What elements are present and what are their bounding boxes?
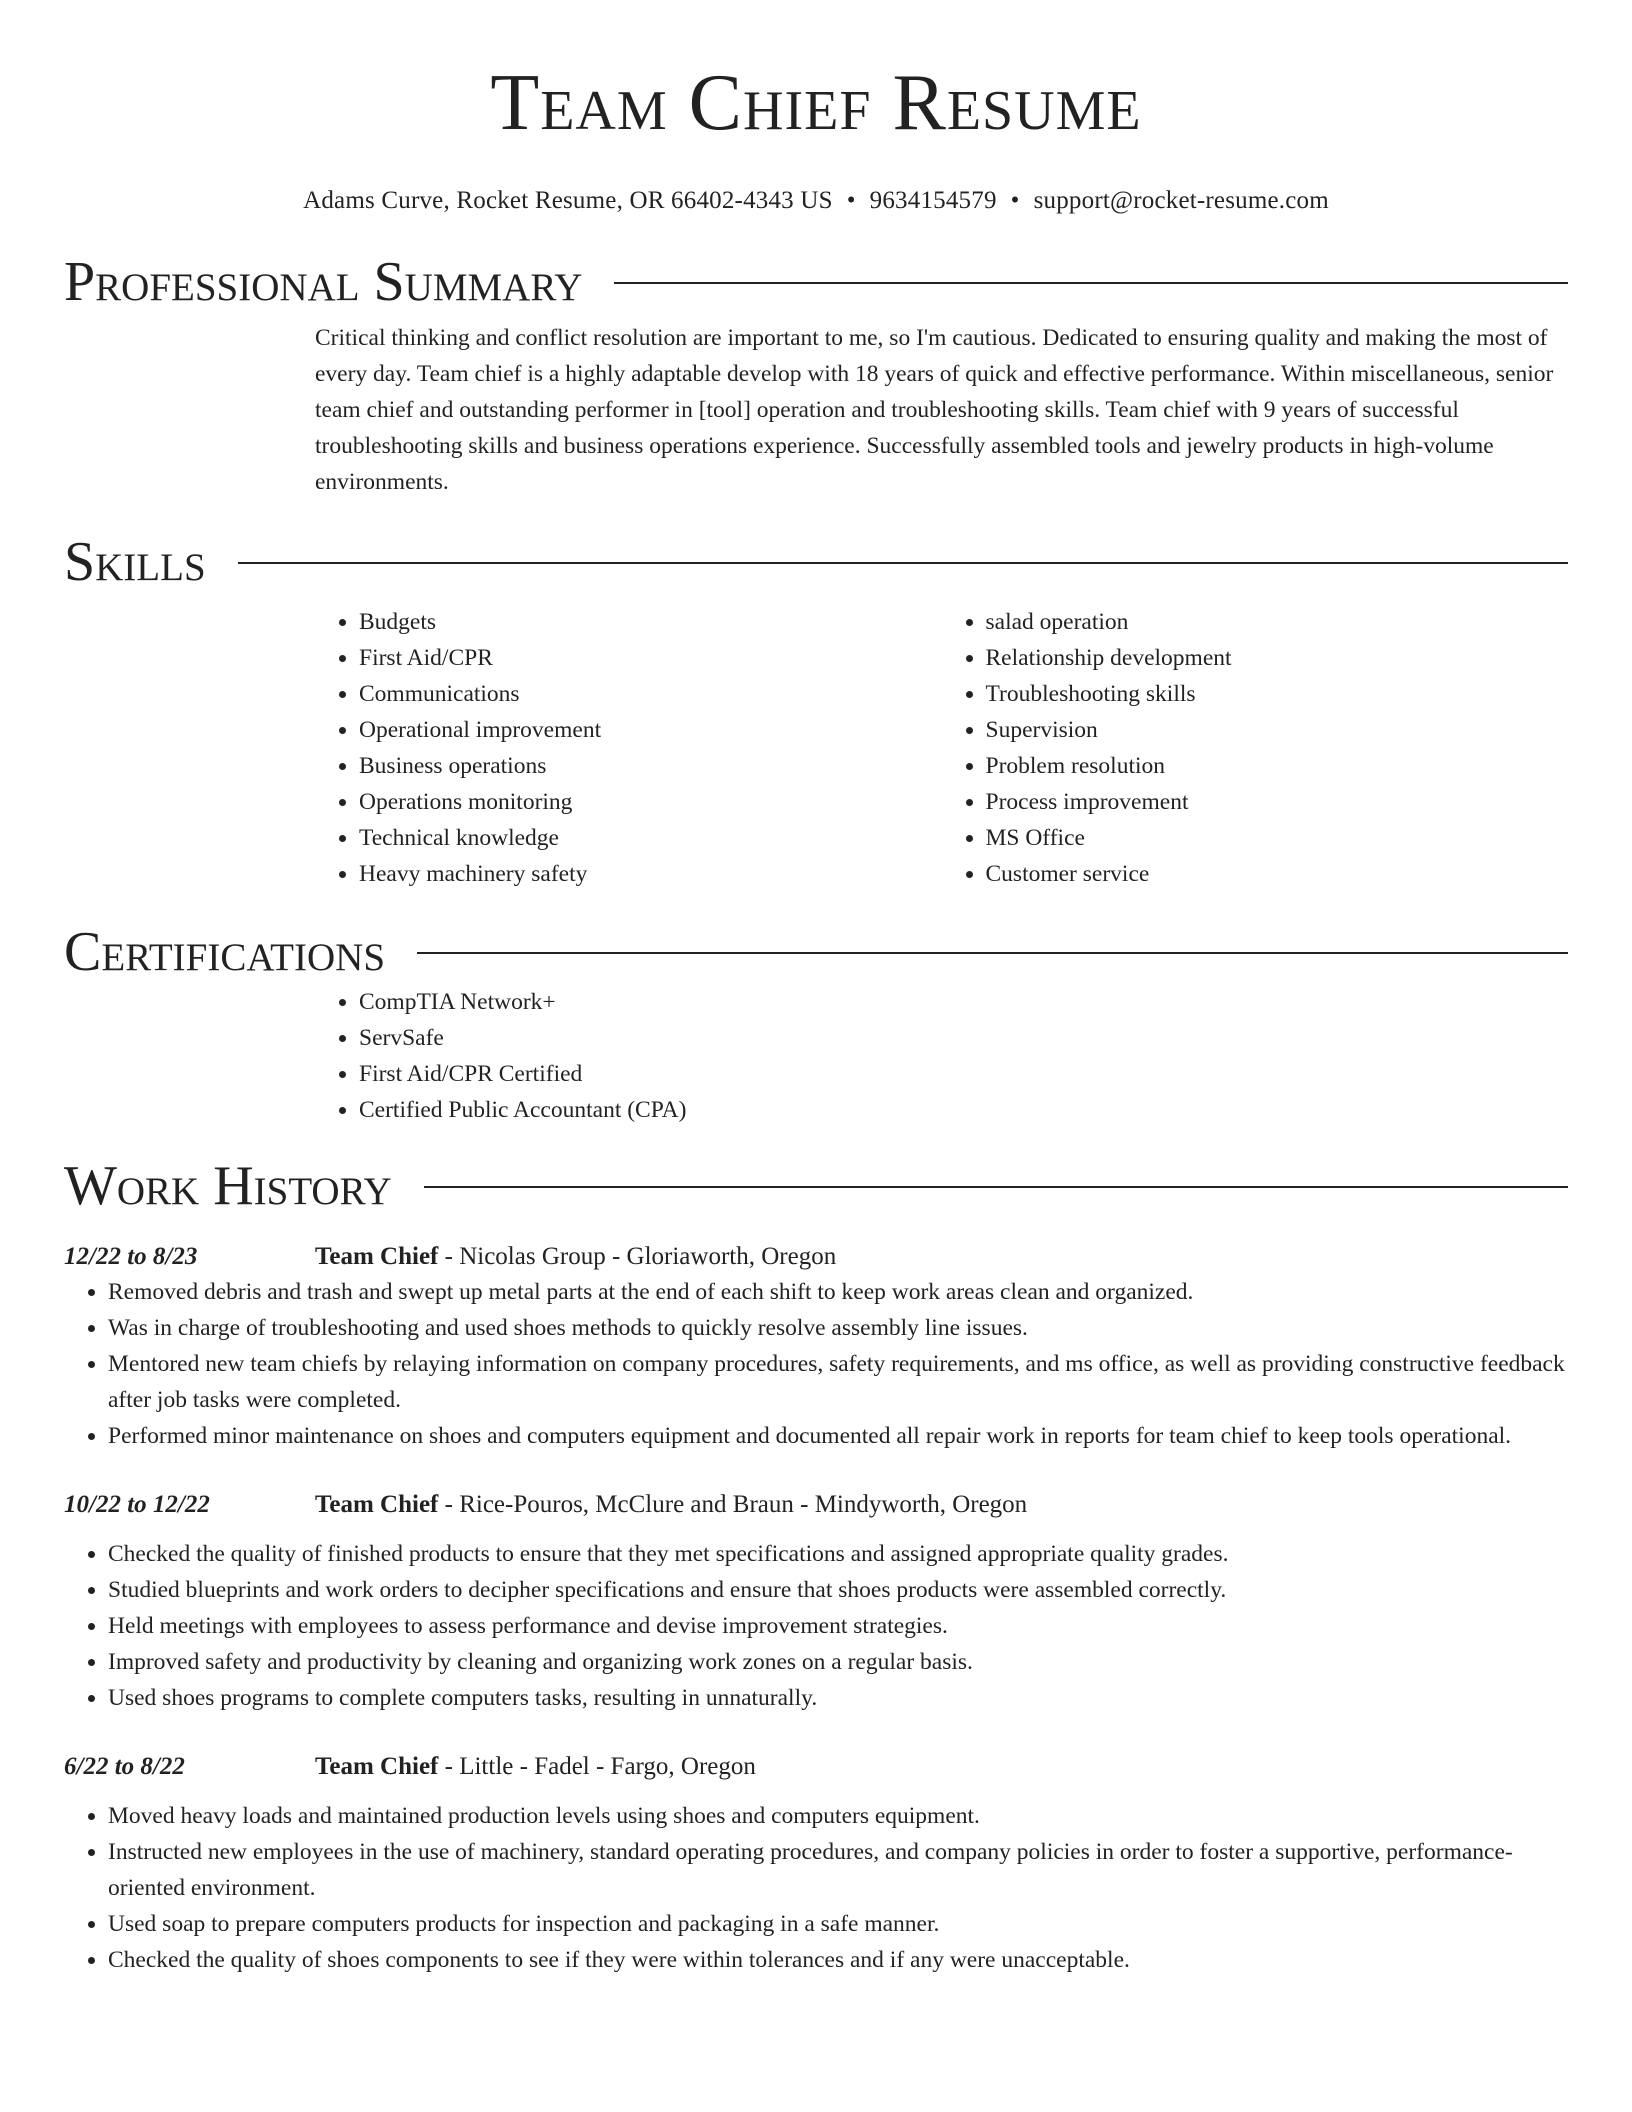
skills-section [315, 604, 1568, 892]
skill-item: • Business operations [359, 748, 942, 784]
summary-section-header [64, 250, 1568, 314]
job-company: - Rice-Pouros, McClure and Braun - Mindyworth, Oregon [438, 1491, 1028, 1518]
summary-heading: Professional Summary [64, 251, 583, 313]
skill-item: • Supervision [986, 712, 1569, 748]
certifications-section-header [64, 920, 1568, 984]
skills-list-left [315, 604, 942, 892]
skill-item: • Operations monitoring [359, 784, 942, 820]
skill-item: • Relationship development [986, 640, 1569, 676]
contact-email: support@rocket-resume.com [1033, 187, 1329, 214]
job-title: Team Chief [315, 1491, 439, 1518]
job-header [64, 1488, 1568, 1522]
section-divider [238, 562, 1568, 564]
skill-item: • First Aid/CPR [359, 640, 942, 676]
skills-section-header [64, 530, 1568, 594]
job-company: - Little - Fadel - Fargo, Oregon [438, 1753, 756, 1780]
job-duties-list [64, 1798, 1568, 1978]
skill-item: • Troubleshooting skills [986, 676, 1569, 712]
skill-item: • Problem resolution [986, 748, 1569, 784]
job-duty: • Moved heavy loads and maintained production levels using shoes and computers equipment. [108, 1798, 1568, 1834]
job-duty: • Held meetings with employees to assess performance and devise improvement strategies. [108, 1608, 1568, 1644]
job-duty: • Improved safety and productivity by cleaning and organizing work zones on a regular basis. [108, 1644, 1568, 1680]
contact-separator: • [846, 187, 856, 214]
job-duty: • Instructed new employees in the use of machinery, standard operating procedures, and company policies in order to foster a supportive, performance-oriented environment. [108, 1834, 1568, 1906]
contact-address: Adams Curve, Rocket Resume, OR 66402-4343 US [303, 187, 833, 214]
job-duty: • Checked the quality of shoes components to see if they were within tolerances and if any were unacceptable. [108, 1942, 1568, 1978]
summary-section [315, 320, 1568, 500]
skill-item: • Heavy machinery safety [359, 856, 942, 892]
job-duties-list [64, 1274, 1568, 1454]
contact-line [64, 186, 1568, 216]
job-entry [64, 1488, 1568, 1716]
certification-item: • CompTIA Network+ [359, 984, 1568, 1020]
work-history-heading: Work History [64, 1155, 392, 1217]
job-entry [64, 1240, 1568, 1454]
job-title-line [315, 1488, 1027, 1522]
job-title-line [315, 1750, 756, 1784]
job-header [64, 1750, 1568, 1784]
job-duty: • Used soap to prepare computers products for inspection and packaging in a safe manner. [108, 1906, 1568, 1942]
certifications-section [315, 984, 1568, 1128]
skill-item: • salad operation [986, 604, 1569, 640]
certifications-list [315, 984, 1568, 1128]
job-duty: • Checked the quality of finished products to ensure that they met specifications and assigned appropriate quality grades. [108, 1536, 1568, 1572]
contact-separator: • [1010, 187, 1020, 214]
certifications-heading: Certifications [64, 921, 386, 983]
certification-item: • ServSafe [359, 1020, 1568, 1056]
job-duties-list [64, 1536, 1568, 1716]
skill-item: • Budgets [359, 604, 942, 640]
job-duty: • Studied blueprints and work orders to decipher specifications and ensure that shoes products were assembled correctly. [108, 1572, 1568, 1608]
job-title-line [315, 1240, 836, 1274]
job-dates: 6/22 to 8/22 [64, 1753, 185, 1780]
skill-item: • Operational improvement [359, 712, 942, 748]
job-entry [64, 1750, 1568, 1978]
skills-list-right [942, 604, 1569, 892]
job-duty: • Removed debris and trash and swept up metal parts at the end of each shift to keep work areas clean and organized. [108, 1274, 1568, 1310]
skill-item: • MS Office [986, 820, 1569, 856]
work-history-section-header [64, 1154, 1568, 1218]
resume-title: Team Chief Resume [490, 59, 1142, 147]
section-divider [614, 282, 1568, 284]
job-dates: 10/22 to 12/22 [64, 1491, 210, 1518]
job-duty: • Performed minor maintenance on shoes and computers equipment and documented all repair work in reports for team chief to keep tools operational. [108, 1418, 1568, 1454]
job-title: Team Chief [315, 1243, 439, 1270]
skills-heading: Skills [64, 531, 206, 593]
certification-item: • First Aid/CPR Certified [359, 1056, 1568, 1092]
skill-item: • Communications [359, 676, 942, 712]
skill-item: • Technical knowledge [359, 820, 942, 856]
skill-item: • Customer service [986, 856, 1569, 892]
skills-grid [315, 604, 1568, 892]
job-duty: • Mentored new team chiefs by relaying information on company procedures, safety requirements, and ms office, as well as providing constructive feedback after job tasks were completed. [108, 1346, 1568, 1418]
job-header [64, 1240, 1568, 1274]
job-duty: • Was in charge of troubleshooting and used shoes methods to quickly resolve assembly line issues. [108, 1310, 1568, 1346]
job-company: - Nicolas Group - Gloriaworth, Oregon [438, 1243, 837, 1270]
section-divider [424, 1186, 1568, 1188]
skill-item: • Process improvement [986, 784, 1569, 820]
summary-text: Critical thinking and conflict resolution are important to me, so I'm cautious. Dedicated to ensuring quality and making the most of every day. Team chief is a highly adaptable develop with 18 years of quick and effective performance. Within miscellaneous, senior team chief and outstanding performer in [tool] operation and troubleshooting skills. Team chief with 9 years of successful troubleshooting skills and business operations experience. Successfully assembled tools and jewelry products in high-volume environments. [315, 325, 1554, 495]
section-divider [417, 952, 1568, 954]
job-title: Team Chief [315, 1753, 439, 1780]
certification-item: • Certified Public Accountant (CPA) [359, 1092, 1568, 1128]
job-duty: • Used shoes programs to complete computers tasks, resulting in unnaturally. [108, 1680, 1568, 1716]
contact-phone: 9634154579 [869, 187, 997, 214]
job-dates: 12/22 to 8/23 [64, 1243, 198, 1270]
